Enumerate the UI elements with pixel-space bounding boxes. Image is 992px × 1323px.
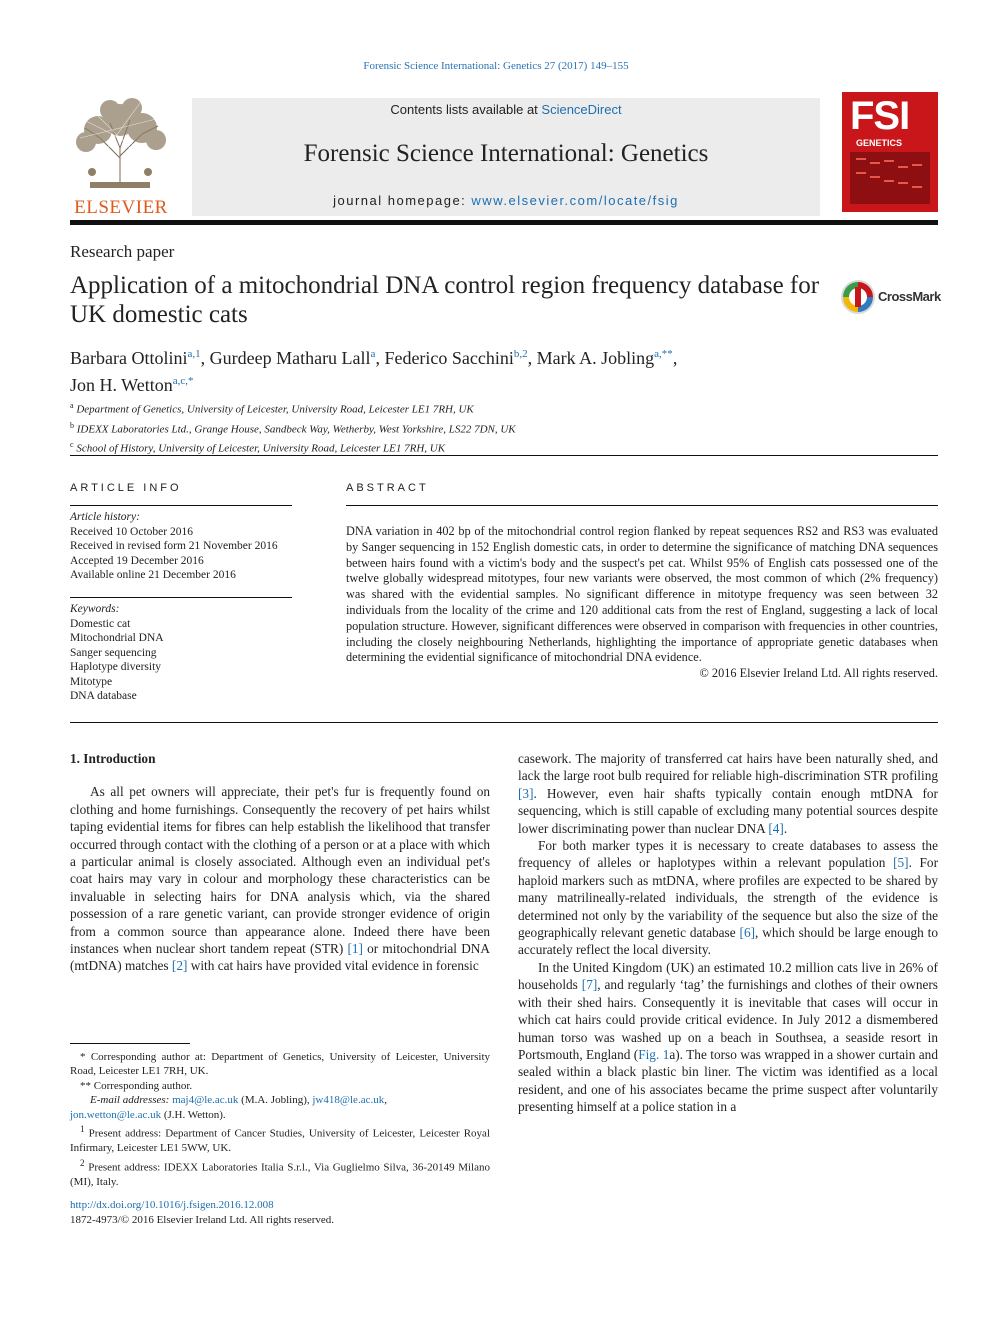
footnote-emails: E-mail addresses: maj4@le.ac.uk (M.A. Jobling), jw418@le.ac.uk, <box>90 1094 387 1107</box>
keyword: Mitochondrial DNA <box>70 632 164 644</box>
author-affiliation-mark[interactable]: a,** <box>654 348 673 360</box>
crossmark-label: CrossMark <box>878 289 941 304</box>
journal-cover[interactable] <box>842 92 938 212</box>
cover-subtitle: GENETICS <box>856 138 903 148</box>
email-link[interactable]: jon.wetton@le.ac.uk <box>70 1108 162 1121</box>
divider <box>70 597 292 598</box>
keywords <box>70 602 292 704</box>
divider <box>70 505 292 506</box>
abstract-copyright: © 2016 Elsevier Ireland Ltd. All rights reserved. <box>699 666 938 681</box>
keyword: Haplotype diversity <box>70 661 162 673</box>
reference-link[interactable]: [6] <box>739 925 756 941</box>
footnote: $^2$ Present address: IDEXX Laboratories Italia S.r.l., Via Guglielmo Silva, 36-20149 Milano (MI), Italy. <box>70 1157 490 1188</box>
affiliation: $^b$ IDEXX Laboratories Ltd., Grange House, Sandbeck Way, Wetherby, West Yorkshire, LS22 7DN, UK <box>70 420 516 436</box>
footnote: $^1$ Present address: Department of Cancer Studies, University of Leicester, Leicester Royal Infirmary, Leicester LE1 5WW, UK. <box>70 1124 490 1155</box>
crossmark-icon <box>840 279 876 315</box>
keyword: DNA database <box>70 690 137 702</box>
contents-prefix: Contents lists available at <box>390 102 542 117</box>
paragraph: In the United Kingdom (UK) an estimated 10.2 million cats live in 26% of households [7], and regularly ‘tag’ the furnishings and clothes of their owners with their shed hairs. Consequently it is inevitable that cases will occur in which cat hairs could provide critical evidence. In July 2012 a dismembered human torso was washed up on a beach in Southsea, a seaside resort in Portsmouth, England (Fig. 1a). The torso was wrapped in a shower curtain and sealed within a black plastic bin liner. The victim was identified as a local resident, and one of his associates became the prime suspect after voluntarily presenting himself at a police station in a <box>518 959 938 1115</box>
section-heading: 1. Introduction <box>70 751 156 766</box>
paragraph: casework. The majority of transferred cat hairs have been naturally shed, and lack the large root bulb required for reliable high-discrimination STR profiling [3]. However, even hair shafts typically contain enough mtDNA for sequencing, which is still capable of excluding many potential sources despite lower discriminating power than nuclear DNA [4]. <box>518 751 938 836</box>
author-list: Barbara Ottolini$^{a,1}$, Gurdeep Matharu Lall$^a$, Federico Sacchini$^{b,2}$, Mark A. Jobling$^{a,**}$, Jon H. Wetton$^{a,c,*}$ <box>70 348 678 395</box>
affiliations <box>70 398 938 457</box>
author-affiliation-mark[interactable]: a,1 <box>187 348 201 360</box>
article-history <box>70 510 292 583</box>
homepage-link[interactable]: www.elsevier.com/locate/fsig <box>471 193 679 208</box>
footnotes <box>70 1050 490 1189</box>
issn-line: 1872-4973/© 2016 Elsevier Ireland Ltd. All rights reserved. <box>70 1214 335 1226</box>
cover-title: FSI <box>850 94 910 138</box>
footnote: ** Corresponding author. <box>80 1079 193 1092</box>
email-link[interactable]: maj4@le.ac.uk <box>172 1094 239 1107</box>
affiliation: $^c$ School of History, University of Leicester, University Road, Leicester LE1 7RH, UK <box>70 440 446 455</box>
journal-citation[interactable]: Forensic Science International: Genetics 27 (2017) 149–155 <box>363 60 629 72</box>
figure-link[interactable]: Fig. 1 <box>638 1046 670 1062</box>
reference-link[interactable]: [5] <box>893 855 909 871</box>
contents-line <box>192 102 820 117</box>
author[interactable]: Gurdeep Matharu Lall$^a$ <box>209 348 376 368</box>
journal-name: Forensic Science International: Genetics <box>303 140 709 167</box>
divider <box>70 455 938 456</box>
footnote: * Corresponding author at: Department of Genetics, University of Leicester, University Road, Leicester LE1 7RH, UK. <box>70 1051 491 1078</box>
article-info-heading: ARTICLE INFO <box>70 482 182 494</box>
history-item: Received in revised form 21 November 2016 <box>70 540 278 552</box>
history-item: Accepted 19 December 2016 <box>70 554 204 567</box>
crossmark-badge[interactable] <box>840 279 940 317</box>
cover-gel-image-icon <box>850 152 930 204</box>
affiliation: $^a$ Department of Genetics, University of Leicester, University Road, Leicester LE1 7RH, UK <box>70 401 474 416</box>
reference-link[interactable]: [7] <box>581 977 598 993</box>
journal-homepage <box>192 193 820 208</box>
body-column-right <box>518 750 938 1116</box>
history-item: Available online 21 December 2016 <box>70 569 236 581</box>
paragraph: As all pet owners will appreciate, their pet's fur is frequently found on clothing and home furnishings. Consequently the recovery of pet hairs whilst taping evidential items for fibres can help establish the likelihood that transfer occurred through contact with the clothing of a person or at a place with which a particular animal is closely associated. Although even an individual pet's coat hairs may vary in colour and morphology these characteristics can be invaluable in selecting hairs for DNA analysis which, via the shared possession of a rare genetic variant, can provide stronger evidence of origin from a common source than appearance alone. Indeed there have been instances when nuclear short tandem repeat (STR) [1] or mitochondrial DNA (mtDNA) matches [2] with cat hairs have provided vital evidence in forensic <box>70 784 490 974</box>
author[interactable]: Barbara Ottolini$^{a,1}$ <box>70 348 201 368</box>
homepage-prefix: journal homepage: <box>333 193 472 208</box>
body-column-left <box>70 750 490 975</box>
article-title: Application of a mitochondrial DNA control region frequency database for UK domestic cats <box>70 272 820 328</box>
author[interactable]: Federico Sacchini$^{b,2}$ <box>384 348 528 368</box>
paragraph: For both marker types it is necessary to create databases to assess the frequency of alleles or haplotypes within a relevant population [5]. For haploid markers such as mtDNA, where profiles are expected to be shared by many matrilineally-related individuals, the strength of the evidence is determined not only by the variability of the sequence but also the size of the geographically relevant genetic database [6], which should be large enough to accurately reflect the local diversity. <box>518 838 938 958</box>
email-link[interactable]: jw418@le.ac.uk <box>312 1094 385 1107</box>
history-label: Article history: <box>70 511 140 523</box>
reference-link[interactable]: [3] <box>518 785 534 801</box>
author[interactable]: Mark A. Jobling$^{a,**}$ <box>536 348 673 368</box>
elsevier-logo <box>70 98 172 216</box>
history-item: Received 10 October 2016 <box>70 525 193 538</box>
keyword: Mitotype <box>70 675 113 688</box>
sciencedirect-link[interactable]: ScienceDirect <box>541 102 622 117</box>
article-doi-block <box>70 1198 334 1228</box>
author-affiliation-mark[interactable]: b,2 <box>513 348 528 360</box>
author-affiliation-mark[interactable]: a <box>370 348 376 360</box>
article-type: Research paper <box>70 242 175 261</box>
header-rule <box>70 220 938 225</box>
keyword: Sanger sequencing <box>70 646 157 659</box>
reference-link[interactable]: [1] <box>347 941 363 957</box>
abstract-heading: ABSTRACT <box>346 482 429 494</box>
keyword: Domestic cat <box>70 617 131 630</box>
abstract-text: DNA variation in 402 bp of the mitochondrial control region flanked by repeat sequences RS2 and RS3 was evaluated by Sanger sequencing in 152 English domestic cats, in order to determine the significance of matching DNA sequences between hairs found with a victim's body and the suspect's pet cat. Whilst 95% of English cats possessed one of the twelve globally widespread mitotypes, four new variants were observed, the most common of which (2% frequency) was shared with the evidential samples. No significant difference in mitotype frequency was seen between 32 individuals from the locality of the crime and 120 additional cats from the rest of England, suggesting a lack of local population structure. However, significant differences were observed in comparison with frequencies in other countries, including the closely neighbouring Netherlands, highlighting the importance of appropriate genetic databases when determining the evidential significance of mitochondrial DNA evidence. <box>346 524 938 665</box>
elsevier-wordmark: ELSEVIER <box>74 197 168 218</box>
doi-link[interactable]: http://dx.doi.org/10.1016/j.fsigen.2016.12.008 <box>70 1199 274 1211</box>
divider <box>346 505 938 506</box>
elsevier-tree-icon <box>70 98 170 190</box>
author-affiliation-mark[interactable]: a,c,* <box>172 375 194 387</box>
reference-link[interactable]: [4] <box>768 820 784 836</box>
footnote-emails-cont: jon.wetton@le.ac.uk (J.H. Wetton). <box>70 1108 226 1121</box>
reference-link[interactable]: [2] <box>171 958 188 974</box>
abstract-body <box>346 524 938 682</box>
footnote-rule <box>70 1043 190 1044</box>
divider <box>70 722 938 723</box>
keywords-label: Keywords: <box>70 603 120 615</box>
author[interactable]: Jon H. Wetton$^{a,c,*}$ <box>70 375 194 395</box>
